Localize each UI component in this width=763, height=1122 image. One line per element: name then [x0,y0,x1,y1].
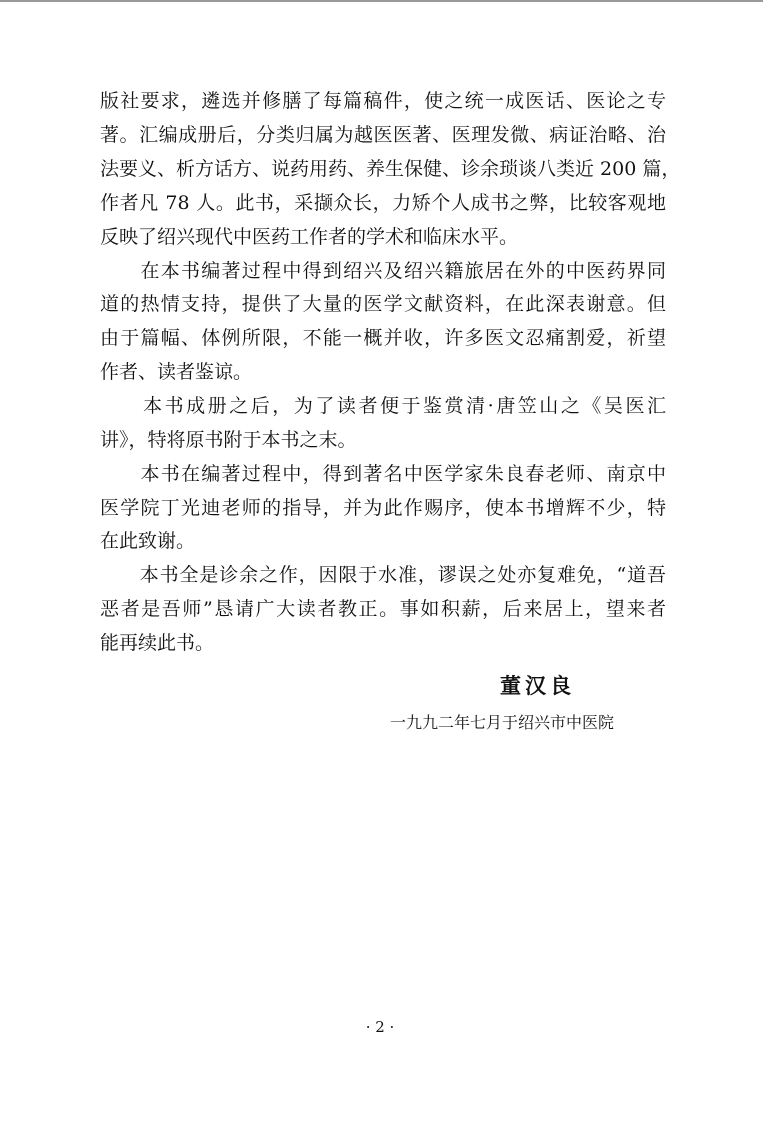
text-line: 能再续此书。 [100,632,215,654]
text-line: 法要义、析方话方、说药用药、养生保健、诊余琐谈八类近 200 篇， [100,158,681,180]
text-line: 由于篇幅、体例所限，不能一概并收，许多医文忍痛割爱，祈望 [100,327,666,349]
text-line: 本书全是诊余之作，因限于水准，谬误之处亦复难免，“道吾 [100,564,666,586]
text-line: 本书在编著过程中，得到著名中医学家朱良春老师、南京中 [100,463,666,485]
text-line: 本书成册之后，为了读者便于鉴赏清·唐笠山之《吴医汇 [100,395,666,417]
text-line: 作者凡 78 人。此书，采撷众长，力矫个人成书之弊，比较客观地 [100,192,666,214]
date-place: 一九九二年七月于绍兴市中医院 [390,713,615,732]
page-number: · 2 · [365,1018,395,1036]
text-line: 在此致谢。 [100,530,196,552]
text-line: 在本书编著过程中得到绍兴及绍兴籍旅居在外的中医药界同 [100,260,666,282]
text-line: 版社要求，遴选并修膳了每篇稿件，使之统一成医话、医论之专 [100,90,666,112]
text-line: 著。汇编成册后，分类归属为越医医著、医理发微、病证治略、治 [100,124,666,146]
author-signature: 董汉良 [500,673,575,698]
text-line: 道的热情支持，提供了大量的医学文献资料，在此深表谢意。但 [100,293,666,315]
scan-top-edge [0,0,763,2]
text-line: 作者、读者鉴谅。 [100,361,253,383]
text-line: 医学院丁光迪老师的指导，并为此作赐序，使本书增辉不少，特 [100,497,666,519]
text-line: 讲》，特将原书附于本书之末。 [100,429,357,451]
text-line: 恶者是吾师”恳请广大读者教正。事如积薪，后来居上，望来者 [100,598,666,620]
text-line: 反映了绍兴现代中医药工作者的学术和临床水平。 [100,226,519,248]
